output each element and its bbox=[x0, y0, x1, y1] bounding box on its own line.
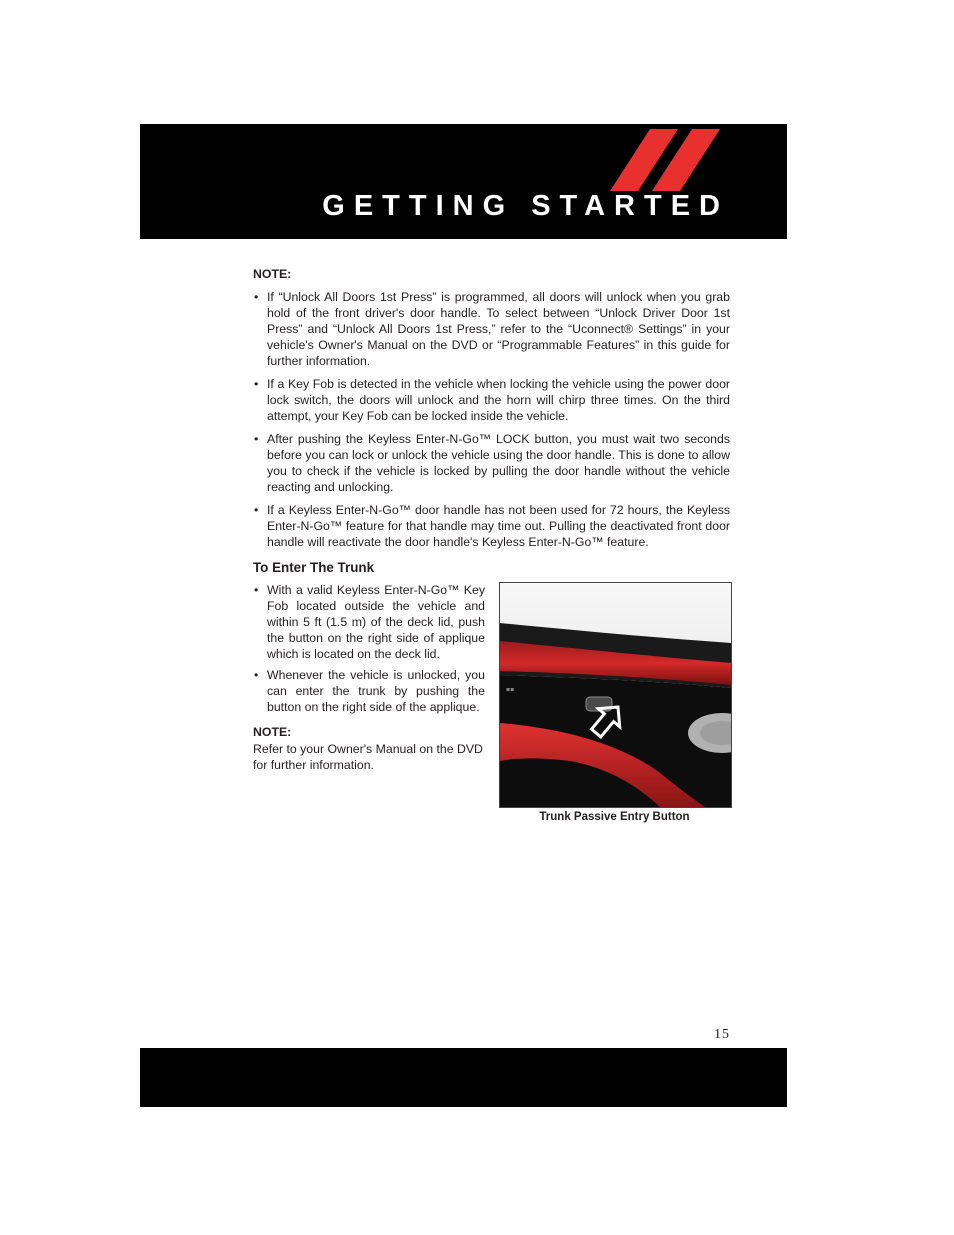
note-bullet-3 bbox=[253, 431, 730, 495]
trunk-bullet-1 bbox=[253, 582, 485, 662]
brand-stripes-logo bbox=[610, 129, 722, 191]
section-title: GETTING STARTED bbox=[322, 190, 729, 222]
note-bullet-list bbox=[253, 289, 730, 550]
note-bullet-2 bbox=[253, 376, 730, 424]
header-band bbox=[140, 124, 787, 239]
note-bullet-text: After pushing the Keyless Enter-N-Go™ LOCK button, you must wait two seconds before you can lock or unlock the vehicle using the door handle. This is done to allow you to check if the vehicle is locked by pulling the door handle without the vehicle reacting and unlocking. bbox=[267, 432, 730, 494]
bullet-dot: • bbox=[254, 377, 259, 391]
trunk-section-heading: To Enter The Trunk bbox=[253, 560, 375, 575]
trunk-bullet-list bbox=[253, 582, 485, 715]
trunk-button-photo bbox=[499, 582, 732, 808]
footer-band bbox=[140, 1048, 787, 1107]
note-bullet-text: If a Key Fob is detected in the vehicle when locking the vehicle using the power door lock switch, the doors will unlock and the horn will chirp three times. On the third attempt, your Key Fob can be locked inside the vehicle. bbox=[267, 377, 730, 423]
bullet-dot: • bbox=[254, 432, 259, 446]
note-label: NOTE: bbox=[253, 267, 292, 281]
trunk-note-label: NOTE: bbox=[253, 725, 292, 739]
trunk-photo-illustration bbox=[500, 583, 731, 807]
page-number: 15 bbox=[714, 1027, 730, 1042]
note-bullet-text: If “Unlock All Doors 1st Press” is programmed, all doors will unlock when you grab hold of the front driver's door handle. To select between “Unlock Driver Door 1st Press” and “Unlock All Doors 1st Press,” refer to the “Uconnect® Settings” in your vehicle's Owner's Manual on the DVD or “Programmable Features” in this guide for further information. bbox=[267, 290, 730, 368]
main-content bbox=[253, 266, 730, 577]
trunk-note-text: Refer to your Owner's Manual on the DVD for further information. bbox=[253, 742, 483, 772]
bullet-dot: • bbox=[254, 290, 259, 304]
photo-caption: Trunk Passive Entry Button bbox=[539, 811, 690, 823]
note-bullet-4 bbox=[253, 502, 730, 550]
note-bullet-text: If a Keyless Enter-N-Go™ door handle has not been used for 72 hours, the Keyless Enter-N-Go™ feature for that handle may time out. Pulling the deactivated front door handle will reactivate the door handle's Keyless Enter-N-Go™ feature. bbox=[267, 503, 730, 549]
trunk-bullet-text: With a valid Keyless Enter-N-Go™ Key Fob located outside the vehicle and within 5 ft (1.5 m) of the deck lid, push the button on the right side of applique which is located on the deck lid. bbox=[267, 583, 485, 661]
bullet-dot: • bbox=[254, 503, 259, 517]
bullet-dot: • bbox=[254, 668, 259, 682]
trunk-bullet-2 bbox=[253, 667, 485, 715]
trunk-bullet-text: Whenever the vehicle is unlocked, you can enter the trunk by pushing the button on the right side of the applique. bbox=[267, 668, 485, 714]
trunk-text-column bbox=[253, 582, 485, 773]
bullet-dot: • bbox=[254, 583, 259, 597]
note-bullet-1 bbox=[253, 289, 730, 369]
svg-text:▪▪: ▪▪ bbox=[506, 686, 515, 693]
